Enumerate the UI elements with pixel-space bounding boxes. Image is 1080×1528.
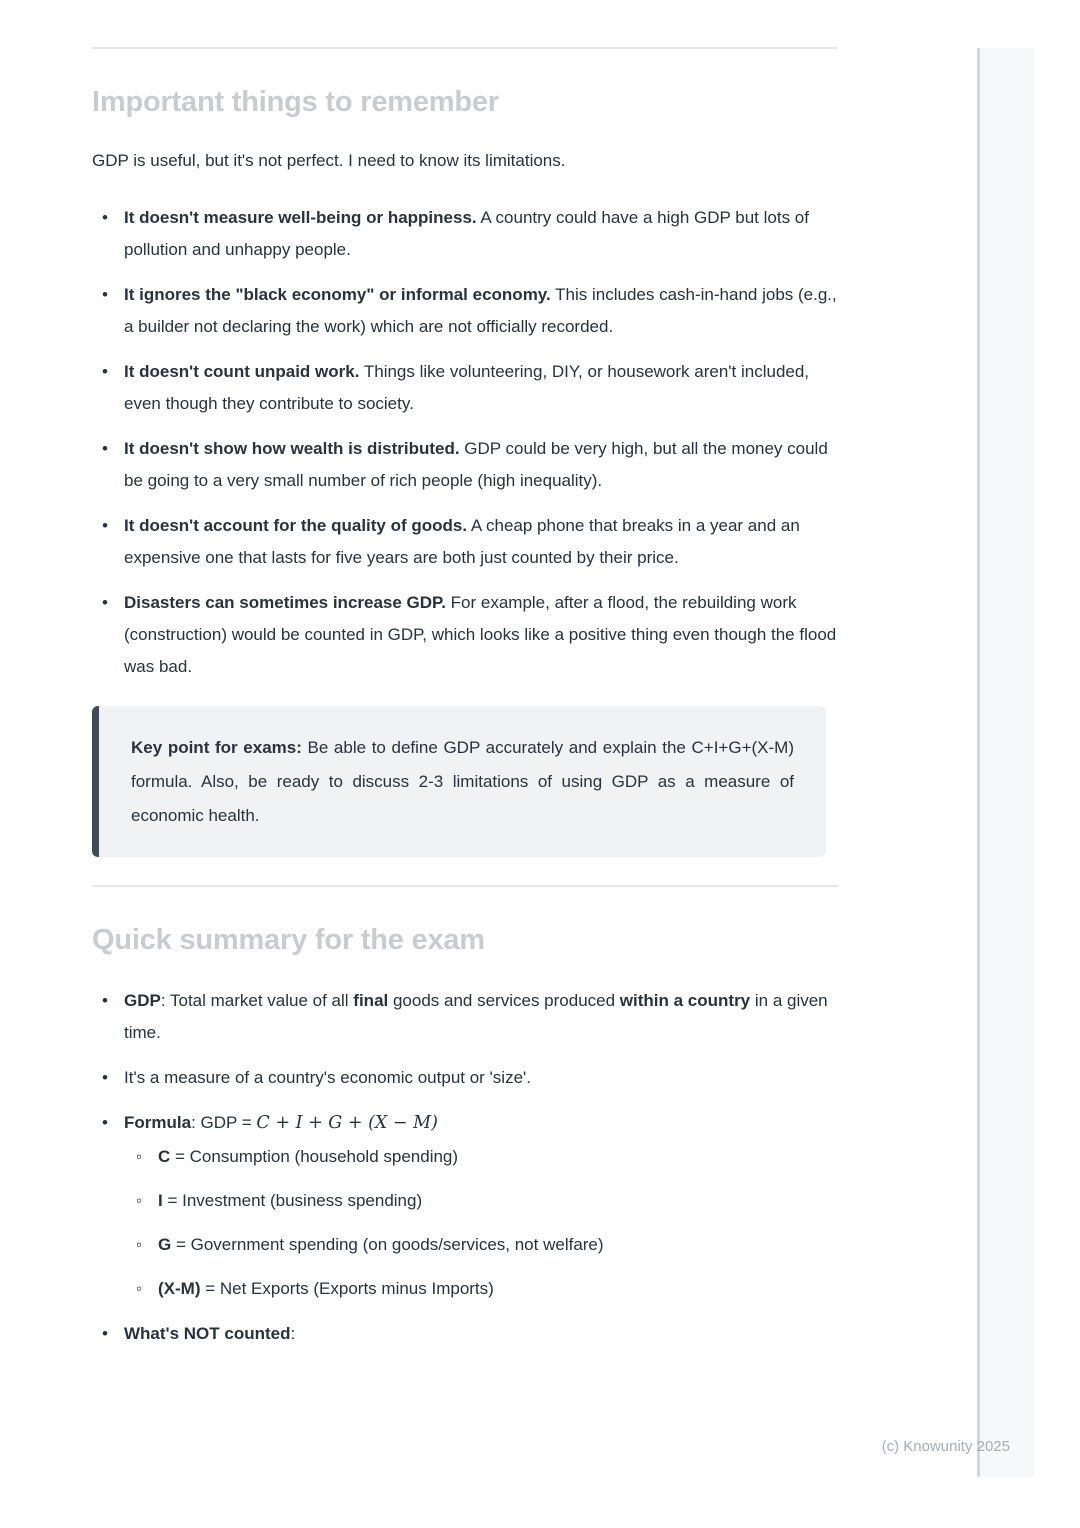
summary-list bbox=[92, 985, 838, 1350]
list-item-gdp-definition: • GDP: Total market value of all final goods and services produced within a country in a given time. bbox=[92, 985, 838, 1049]
list-item: • It doesn't measure well-being or happiness. A country could have a high GDP but lots of pollution and unhappy people. bbox=[92, 202, 838, 266]
copyright-watermark: (c) Knowunity 2025 bbox=[881, 1438, 1010, 1455]
sub-list-item: ◦ C = Consumption (household spending) bbox=[124, 1141, 838, 1173]
divider bbox=[92, 885, 838, 887]
list-item: • It ignores the "black economy" or informal economy. This includes cash-in-hand jobs (e.g., a builder not declaring the work) which are not officially recorded. bbox=[92, 279, 838, 343]
page-edge-strip bbox=[977, 48, 1034, 1477]
key-point-callout: Key point for exams: Be able to define GDP accurately and explain the C+I+G+(X-M) formula. Also, be ready to discuss 2-3 limitations of using GDP as a measure of economic health. bbox=[92, 706, 826, 857]
limitations-list bbox=[92, 202, 838, 683]
formula-components-list bbox=[124, 1141, 838, 1305]
formula-text: Formula: GDP = C + I + G + (X − M) bbox=[124, 1113, 438, 1133]
sub-list-item: ◦ I = Investment (business spending) bbox=[124, 1185, 838, 1217]
list-item: • It doesn't account for the quality of goods. A cheap phone that breaks in a year and an expensive one that lasts for five years are both just counted by their price. bbox=[92, 510, 838, 574]
list-item: • Disasters can sometimes increase GDP. For example, after a flood, the rebuilding work (construction) would be counted in GDP, which looks like a positive thing even though the flood was bad. bbox=[92, 587, 838, 683]
divider bbox=[92, 47, 838, 49]
document-content bbox=[92, 0, 838, 1363]
list-item-not-counted: • What's NOT counted: bbox=[92, 1318, 838, 1350]
list-item: • It doesn't count unpaid work. Things like volunteering, DIY, or housework aren't included, even though they contribute to society. bbox=[92, 356, 838, 420]
section-title-important-things: Important things to remember bbox=[92, 86, 499, 118]
list-item-measure: • It's a measure of a country's economic output or 'size'. bbox=[92, 1062, 838, 1094]
section-title-quick-summary: Quick summary for the exam bbox=[92, 924, 485, 956]
list-item-formula bbox=[92, 1107, 838, 1305]
list-item: • It doesn't show how wealth is distributed. GDP could be very high, but all the money could be going to a very small number of rich people (high inequality). bbox=[92, 433, 838, 497]
sub-list-item: ◦ G = Government spending (on goods/services, not welfare) bbox=[124, 1229, 838, 1261]
sub-list-item: ◦ (X-M) = Net Exports (Exports minus Imports) bbox=[124, 1273, 838, 1305]
intro-paragraph: GDP is useful, but it's not perfect. I need to know its limitations. bbox=[92, 151, 566, 170]
